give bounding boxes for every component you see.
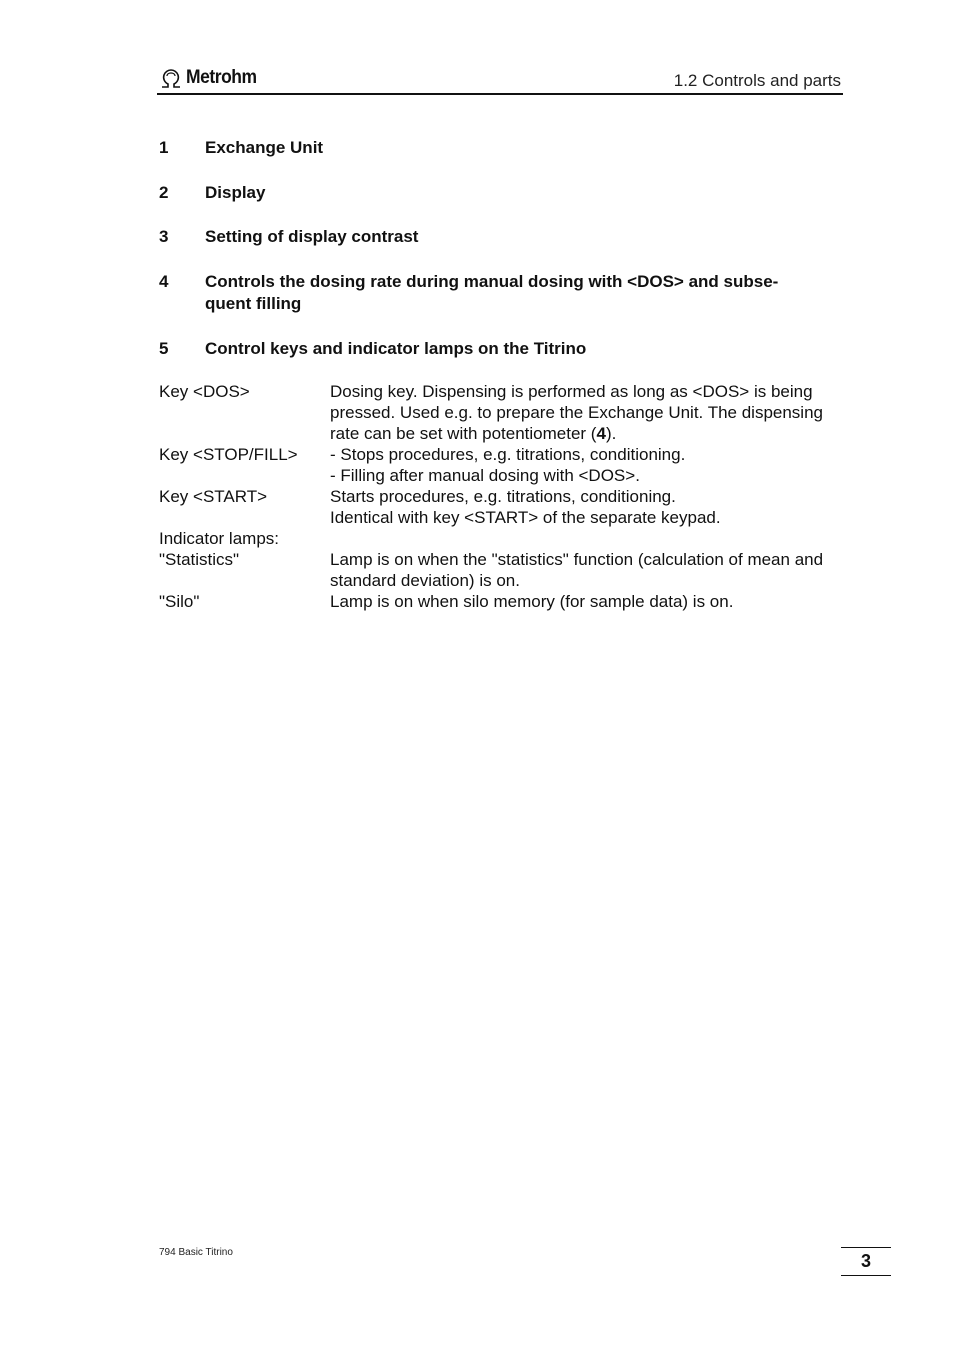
row-silo <box>159 591 849 612</box>
item-text: Control keys and indicator lamps on the Titrino <box>205 339 587 358</box>
page-number-rule <box>841 1247 891 1248</box>
item-number: 4 <box>159 272 169 291</box>
term-key-stop-fill: Key <STOP/FILL> <box>159 445 298 464</box>
def-text: Dosing key. Dispensing is performed as long as <DOS> is being pressed. Used e.g. to prepare the Exchange Unit. The dispensing rate can be set with potentiometer ( <box>330 382 823 443</box>
row-key-stop-fill <box>159 444 849 486</box>
def-ref: 4 <box>596 424 606 443</box>
term-silo: "Silo" <box>159 592 200 611</box>
def-empty <box>330 528 849 549</box>
term-statistics: "Statistics" <box>159 550 240 569</box>
page-number: 3 <box>860 1251 871 1271</box>
logo-text: Metrohm <box>186 67 257 88</box>
term-key-dos: Key <DOS> <box>159 382 250 401</box>
def-key-start-1: Starts procedures, e.g. titrations, conditioning. <box>330 487 676 506</box>
section-title: 1.2 Controls and parts <box>673 71 841 90</box>
page-number-rule-bottom <box>841 1275 891 1276</box>
def-key-stop-fill-1: - Stops procedures, e.g. titrations, conditioning. <box>330 445 686 464</box>
row-key-start <box>159 486 849 528</box>
item-text: Setting of display contrast <box>205 227 419 246</box>
def-key-start-2: Identical with key <START> of the separate keypad. <box>330 508 721 527</box>
footer-document-title: 794 Basic Titrino <box>159 1247 233 1258</box>
def-text-end: ). <box>605 424 617 443</box>
key-descriptions <box>159 381 849 612</box>
item-number: 2 <box>159 183 169 202</box>
row-key-dos <box>159 381 849 444</box>
def-statistics: Lamp is on when the "statistics" function (calculation of mean and standard deviation) is on. <box>330 550 824 590</box>
term-key-start: Key <START> <box>159 487 268 506</box>
term-indicator-lamps: Indicator lamps: <box>159 529 279 548</box>
metrohm-logo <box>159 66 263 90</box>
def-silo: Lamp is on when silo memory (for sample data) is on. <box>330 592 734 611</box>
def-key-stop-fill-2: - Filling after manual dosing with <DOS>. <box>330 466 640 485</box>
header-rule <box>157 93 843 95</box>
def-key-dos <box>330 381 849 444</box>
item-number: 5 <box>159 339 169 358</box>
omega-icon <box>159 67 183 89</box>
item-text: Display <box>205 183 266 202</box>
item-number: 3 <box>159 227 169 246</box>
row-indicator-lamps <box>159 528 849 549</box>
item-number: 1 <box>159 138 169 157</box>
item-text: Exchange Unit <box>205 138 324 157</box>
item-text: Controls the dosing rate during manual dosing with <DOS> and subse-quent filling <box>205 272 779 313</box>
row-statistics <box>159 549 849 591</box>
